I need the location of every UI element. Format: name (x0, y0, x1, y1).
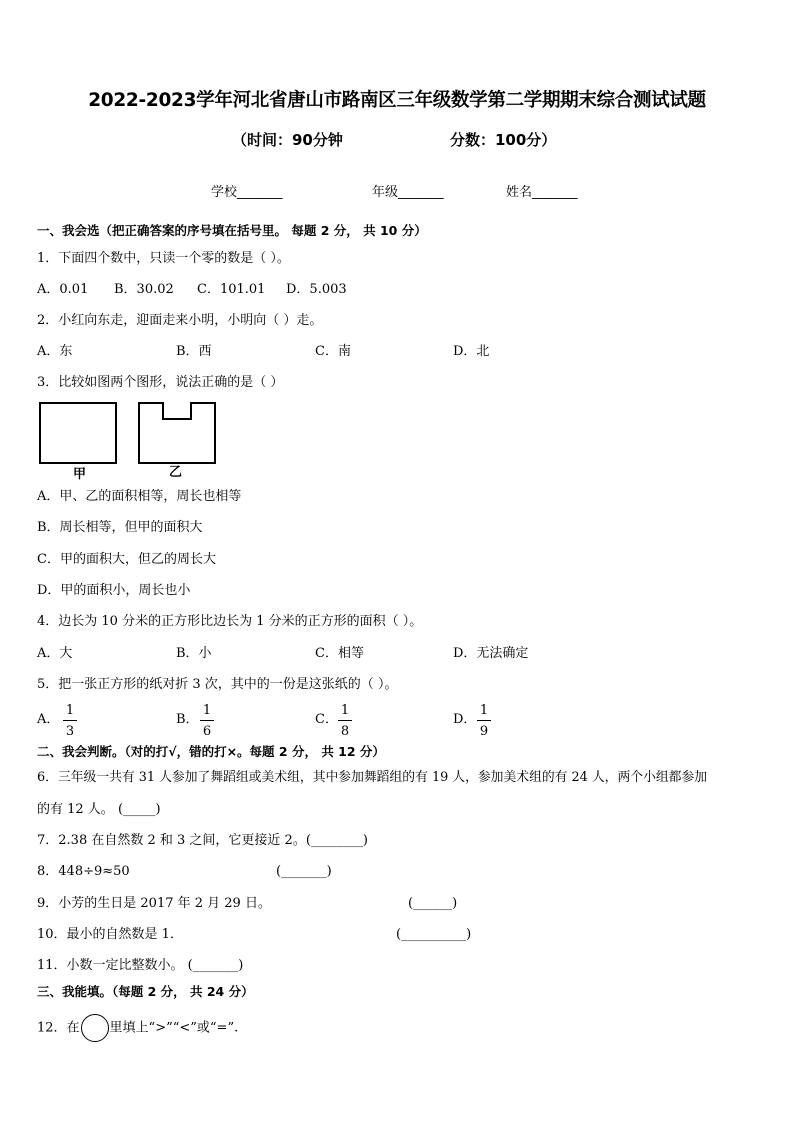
q5-option-c-fraction[interactable] (338, 702, 352, 740)
q1-option-d[interactable]: D．5.003 (286, 282, 347, 297)
shape-jia (40, 403, 116, 463)
q5-option-a-fraction[interactable] (63, 702, 77, 740)
q8-answer-blank[interactable]: (_______) (276, 864, 332, 879)
fraction-numerator: 1 (479, 703, 489, 718)
q1-option-b[interactable]: B．30.02 (114, 282, 174, 297)
section-2-heading: 二、我会判断。（对的打√，错的打×。每题 2 分， 共 12 分） (37, 744, 385, 759)
question-12 (37, 1014, 238, 1042)
q2-option-c[interactable]: C．南 (315, 344, 351, 359)
question-2: 2．小红向东走，迎面走来小明，小明向（ ）走。 (37, 313, 323, 328)
q5-option-b-label[interactable]: B． (176, 712, 199, 727)
grade-field[interactable]: 年级_______ (372, 185, 444, 200)
q1-option-a[interactable]: A．0.01 (37, 282, 89, 297)
answer-circle[interactable] (81, 1014, 109, 1042)
question-10: 10．最小的自然数是 1． (37, 927, 183, 942)
name-field[interactable]: 姓名_______ (506, 185, 578, 200)
question-9: 9．小芳的生日是 2017 年 2 月 29 日。 (37, 896, 271, 911)
q5-option-a-label[interactable]: A． (37, 712, 60, 727)
q12-prefix: 12．在 (37, 1020, 80, 1036)
question-5: 5．把一张正方形的纸对折 3 次，其中的一份是这张纸的（ ）。 (37, 677, 398, 692)
exam-score: 分数：100分） (450, 131, 557, 149)
q9-answer-blank[interactable]: (______) (408, 896, 458, 911)
question-6-line-1: 6．三年级一共有 31 人参加了舞蹈组或美术组，其中参加舞蹈组的有 19 人，参加美术组的有 24 人，两个小组都参加 (37, 770, 708, 785)
shape-yi (139, 403, 215, 463)
q4-option-c[interactable]: C．相等 (315, 646, 364, 661)
q2-option-d[interactable]: D．北 (453, 344, 490, 359)
q2-option-b[interactable]: B．西 (176, 344, 212, 359)
q3-option-a[interactable]: A．甲、乙的面积相等，周长也相等 (37, 489, 242, 504)
fraction-numerator: 1 (340, 703, 350, 718)
fraction-bar (200, 720, 214, 721)
q3-option-b[interactable]: B．周长相等，但甲的面积大 (37, 520, 203, 535)
fraction-bar (477, 720, 491, 721)
q5-option-d-fraction[interactable] (477, 702, 491, 740)
question-8: 8．448÷9≈50 (37, 864, 130, 879)
exam-time: （时间：90分钟 (232, 131, 343, 149)
question-3: 3．比较如图两个图形，说法正确的是（ ） (37, 375, 284, 390)
fraction-denominator: 8 (340, 724, 350, 739)
q3-figure (38, 400, 223, 482)
q3-option-c[interactable]: C．甲的面积大，但乙的周长大 (37, 552, 216, 567)
fraction-bar (338, 720, 352, 721)
fraction-denominator: 6 (202, 724, 212, 739)
q4-option-d[interactable]: D．无法确定 (453, 646, 529, 661)
question-6-line-2[interactable]: 的有 12 人。 (_____) (37, 802, 161, 817)
q5-option-b-fraction[interactable] (200, 702, 214, 740)
q4-option-a[interactable]: A．大 (37, 646, 73, 661)
q12-suffix: 里填上“>”“<”或“=”. (109, 1020, 239, 1036)
question-11[interactable]: 11．小数一定比整数小。 (_______) (37, 958, 244, 973)
q2-option-a[interactable]: A．东 (37, 344, 73, 359)
fraction-denominator: 3 (65, 724, 75, 739)
school-field[interactable]: 学校_______ (211, 185, 283, 200)
fraction-denominator: 9 (479, 724, 489, 739)
fraction-bar (63, 720, 77, 721)
q10-answer-blank[interactable]: (__________) (396, 927, 472, 942)
label-yi: 乙 (169, 465, 183, 480)
section-3-heading: 三、我能填。（每题 2 分， 共 24 分） (37, 984, 254, 999)
label-jia: 甲 (73, 467, 87, 482)
question-4: 4．边长为 10 分米的正方形比边长为 1 分米的正方形的面积（ ）。 (37, 614, 423, 629)
question-1: 1．下面四个数中，只读一个零的数是（ ）。 (37, 251, 290, 266)
fraction-numerator: 1 (65, 703, 75, 718)
q4-option-b[interactable]: B．小 (176, 646, 212, 661)
page-title: 2022-2023学年河北省唐山市路南区三年级数学第二学期期末综合测试试题 (88, 90, 706, 111)
question-7[interactable]: 7．2.38 在自然数 2 和 3 之间，它更接近 2。(________) (37, 833, 368, 848)
q5-option-d-label[interactable]: D． (453, 712, 477, 727)
section-1-heading: 一、我会选（把正确答案的序号填在括号里。 每题 2 分， 共 10 分） (37, 223, 427, 238)
q3-option-d[interactable]: D．甲的面积小，周长也小 (37, 583, 191, 598)
student-info (0, 181, 794, 201)
exam-meta (0, 129, 794, 151)
q5-option-c-label[interactable]: C． (315, 712, 338, 727)
q1-option-c[interactable]: C．101.01 (197, 282, 266, 297)
fraction-numerator: 1 (202, 703, 212, 718)
